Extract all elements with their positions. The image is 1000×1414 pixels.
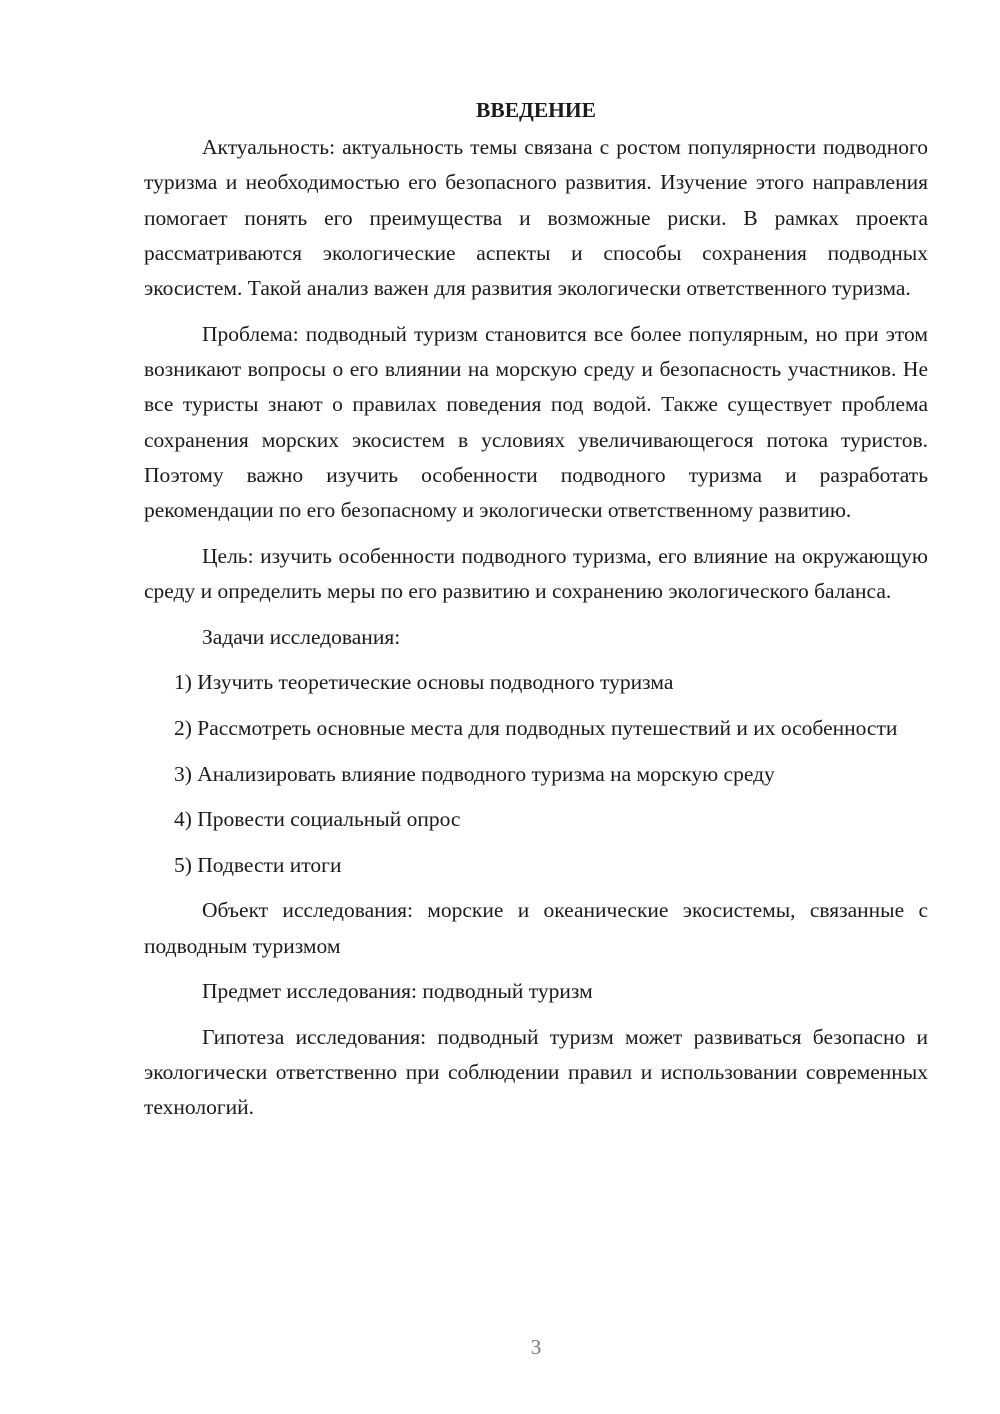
task-item: 2) Рассмотреть основные места для подводных путешествий и их особенности [174, 715, 898, 740]
task-item: 5) Подвести итоги [174, 852, 342, 877]
hypothesis-paragraph: Гипотеза исследования: подводный туризм может развиваться безопасно и экологически ответственно при соблюдении правил и использовании современных технологий. [144, 1024, 928, 1120]
problem-paragraph: Проблема: подводный туризм становится все более популярным, но при этом возникают вопросы о его влиянии на морскую среду и безопасность участников. Не все туристы знают о правилах поведения под водой. Также существует проблема сохранения морских экосистем в условиях увеличивающегося потока туристов. Поэтому важно изучить особенности подводного туризма и разработать рекомендации по его безопасному и экологически ответственному развитию. [144, 321, 928, 523]
tasks-heading: Задачи исследования: [202, 624, 401, 649]
page-number: 3 [530, 1335, 542, 1359]
object-paragraph: Объект исследования: морские и океанические экосистемы, связанные с подводным туризмом [144, 898, 928, 958]
subject-paragraph: Предмет исследования: подводный туризм [202, 979, 593, 1004]
section-title: ВВЕДЕНИЕ [476, 98, 596, 122]
page-content [144, 93, 928, 1126]
task-item: 1) Изучить теоретические основы подводного туризма [174, 670, 674, 695]
task-item: 3) Анализировать влияние подводного туризма на морскую среду [174, 761, 775, 786]
goal-paragraph: Цель: изучить особенности подводного туризма, его влияние на окружающую среду и определить меры по его развитию и сохранению экологического баланса. [144, 543, 928, 604]
relevance-paragraph: Актуальность: актуальность темы связана с ростом популярности подводного туризма и необходимостью его безопасного развития. Изучение этого направления помогает понять его преимущества и возможные риски. В рамках проекта рассматриваются экологические аспекты и способы сохранения подводных экосистем. Такой анализ важен для развития экологически ответственного туризма. [144, 135, 928, 301]
task-item: 4) Провести социальный опрос [174, 807, 461, 832]
